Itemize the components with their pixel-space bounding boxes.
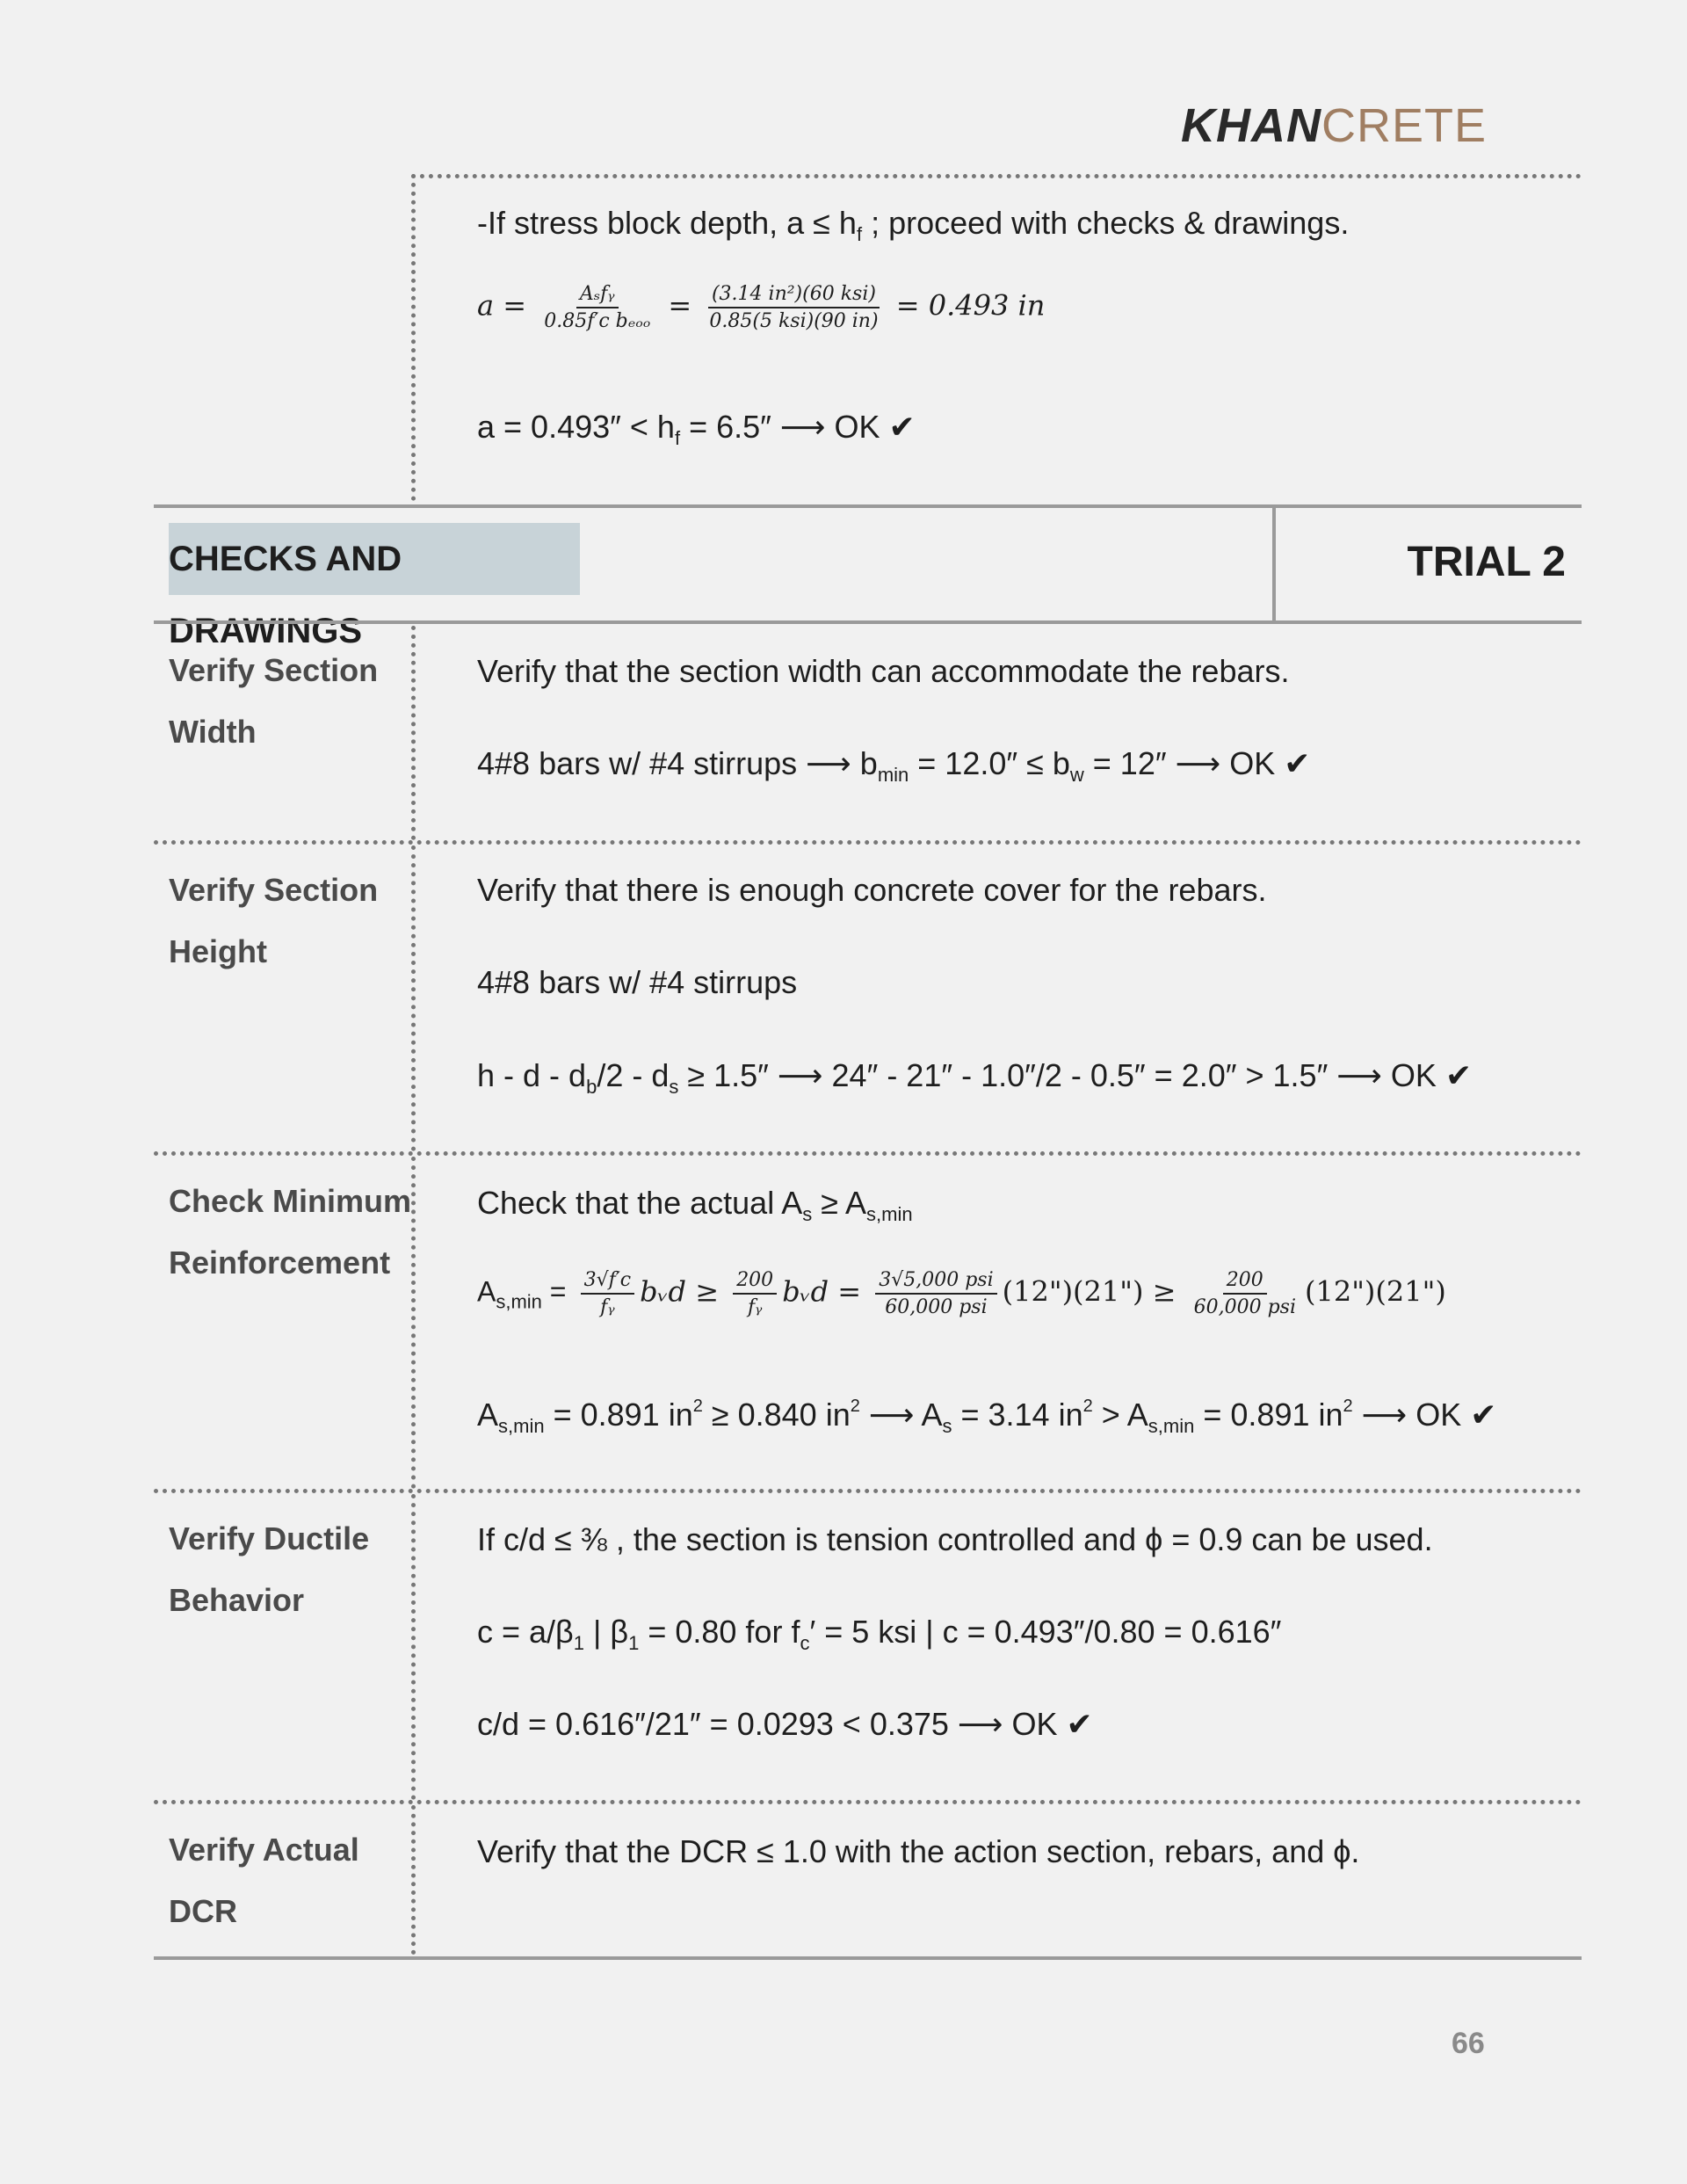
table-bottom-rule (154, 1956, 1582, 1960)
header-top-rule (154, 504, 1582, 508)
row-separator (154, 1489, 1582, 1493)
ductile-text3: c/d = 0.616″/21″ = 0.0293 < 0.375 ⟶ OK ✔ (477, 1706, 1093, 1742)
row-separator (154, 840, 1582, 845)
row-divider-minreinf (411, 1157, 416, 1489)
stress-block-equation: a = $\frac{\text{Aₛfᵧ}}{\text{0.85f′c bₑₒₒ}}$ = $\frac{\text{(3.14 in²)(60 ksi)}}{\text{0.85(5 ksi)(90 in)}}$ = 0.493 in (477, 283, 1046, 332)
brand-logo (1181, 98, 1487, 153)
page-number: 66 (1452, 2027, 1485, 2060)
top-dotted-divider (411, 174, 416, 501)
row-separator (154, 1151, 1582, 1156)
fraction-200-fy: $\frac{200}{\text{fᵧ}}$ (733, 1269, 777, 1318)
row-divider-dcr (411, 1805, 416, 1955)
fraction-200-values: $\frac{200}{\text{60,000 psi}}$ (1193, 1269, 1296, 1318)
row-separator (154, 1800, 1582, 1804)
fraction-formula: $\frac{\text{Aₛfᵧ}}{\text{0.85f′c bₑₒₒ}}$ (544, 283, 651, 332)
row-label-height: Verify Section Height (169, 872, 379, 969)
intro-condition: -If stress block depth, $a \le h_f$ ; proceed with checks & drawings. (477, 205, 1350, 245)
logo-part-crete: CRETE (1321, 99, 1487, 152)
row-label-minreinf: Check Minimum Reinforcement (169, 1183, 412, 1281)
ductile-text1: If c/d ≤ ⅜ , the section is tension controlled and ϕ = 0.9 can be used. (477, 1521, 1433, 1557)
trial-label: TRIAL 2 (1407, 539, 1566, 585)
header-bottom-rule (154, 620, 1582, 624)
row-divider-ductile (411, 1494, 416, 1800)
top-dotted-border (411, 174, 1582, 178)
row-divider-width (411, 626, 416, 840)
intro-check: $a = 0.493'' < h_f = 6.5''$ ⟶ OK ✔ (477, 409, 916, 449)
fraction-values: $\frac{\text{(3.14 in²)(60 ksi)}}{\text{0.85(5 ksi)(90 in)}}$ (709, 283, 879, 332)
section-title: CHECKS AND DRAWINGS (169, 523, 580, 595)
width-text2: 4#8 bars w/ #4 stirrups ⟶ $b_{min} = 12.0'' \le b_w = 12''$ ⟶ OK ✔ (477, 745, 1311, 786)
minreinf-text1: Check that the actual $A_s \ge A_{s,min}$ (477, 1185, 913, 1225)
min-reinf-equation: $A_{s,min}$ = $\frac{3√f'c}{\text{fᵧ}}$ bᵥd ≥ $\frac{200}{\text{fᵧ}}$ bᵥd = $\frac{\text{3√5,000 psi}}{\text{60,000 psi}}$ (12")(21") ≥ $\frac{200}{\text{60,000 psi}}$ (12")(21") (477, 1269, 1446, 1318)
row-label-width: Verify Section Width (169, 652, 379, 750)
minreinf-result: $A_{s,min} = 0.891$ $in^2 \ge 0.840$ $in^2$ ⟶ $A_s = 3.14$ $in^2 > A_{s,min} = 0.891$ $in^2$ ⟶ OK ✔ (477, 1397, 1497, 1437)
height-text1: Verify that there is enough concrete cover for the rebars. (477, 872, 1267, 908)
fraction-sqrt-values: $\frac{\text{3√5,000 psi}}{\text{60,000 psi}}$ (875, 1269, 996, 1318)
fraction-sqrt-fc: $\frac{3√f'c}{\text{fᵧ}}$ (581, 1269, 634, 1318)
row-divider-height (411, 845, 416, 1151)
dcr-text1: Verify that the DCR ≤ 1.0 with the action section, rebars, and ϕ. (477, 1833, 1360, 1869)
header-divider (1272, 508, 1276, 622)
height-text2: 4#8 bars w/ #4 stirrups (477, 964, 798, 1000)
width-text1: Verify that the section width can accommodate the rebars. (477, 653, 1290, 689)
row-label-ductile: Verify Ductile Behavior (169, 1520, 370, 1618)
logo-part-khan: KHAN (1180, 99, 1321, 152)
row-label-dcr: Verify Actual DCR (169, 1832, 359, 1929)
ductile-text2: $c = a/\beta_1$ | $\beta_1 = 0.80$ for $f_c' = 5$ ksi | c = 0.493″/0.80 = 0.616″ (477, 1614, 1282, 1654)
height-text3: $h - d - d_b/2 - d_s \ge 1.5''$ ⟶ 24″ - 21″ - 1.0″/2 - 0.5″ = 2.0″ > 1.5″ ⟶ OK ✔ (477, 1057, 1473, 1098)
